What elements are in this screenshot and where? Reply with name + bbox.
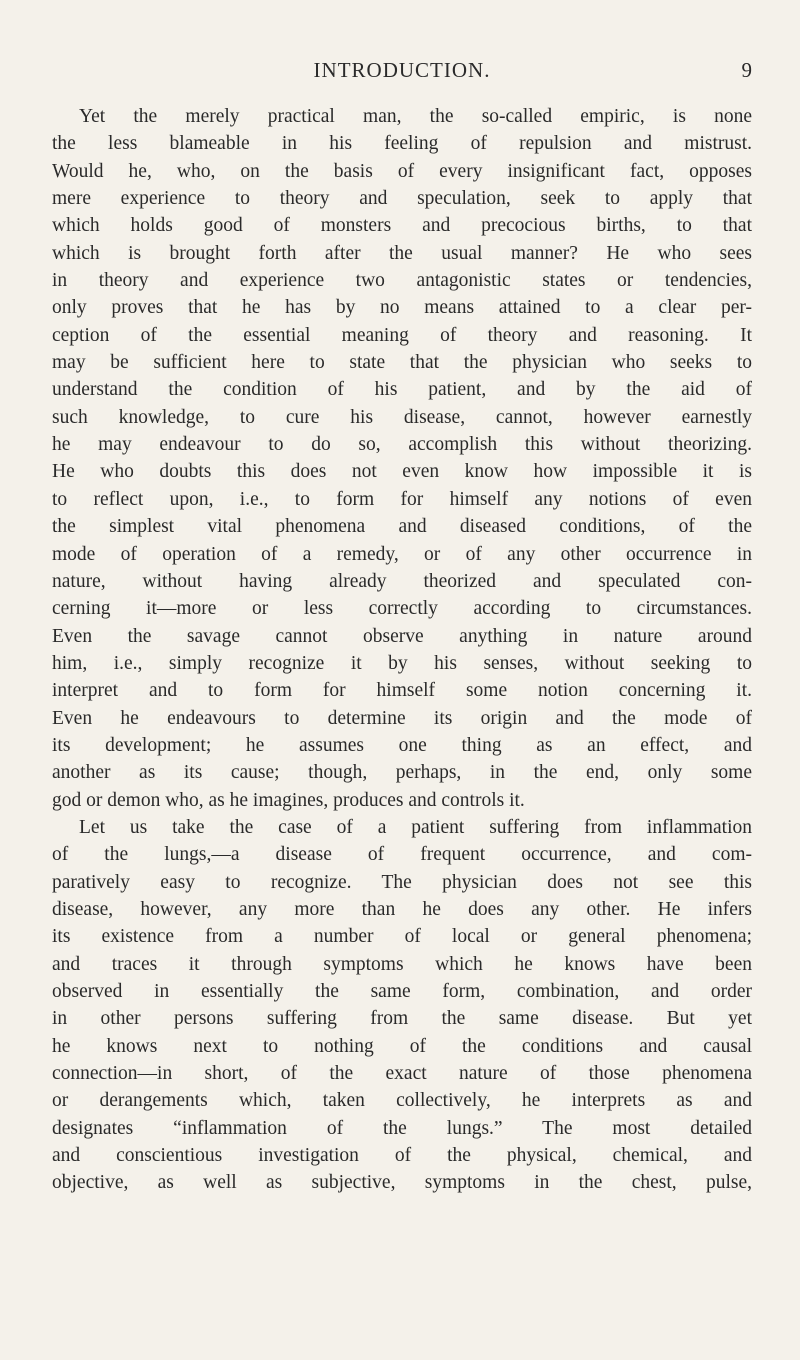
text-line: only proves that he has by no means attained to a clear per- xyxy=(52,297,752,319)
text-line: such knowledge, to cure his disease, cannot, however earnestly xyxy=(52,406,752,428)
text-line: cerning it—more or less correctly according to circumstances. xyxy=(52,598,752,620)
text-line: ception of the essential meaning of theory and reasoning. It xyxy=(52,324,752,346)
text-line: which holds good of monsters and precocious births, to that xyxy=(52,215,752,237)
text-line: him, i.e., simply recognize it by his senses, without seeking to xyxy=(52,652,752,674)
text-line: Even he endeavours to determine its origin and the mode of xyxy=(52,707,752,729)
text-line: of the lungs,—a disease of frequent occurrence, and com- xyxy=(52,844,752,866)
text-line: disease, however, any more than he does any other. He infers xyxy=(52,898,752,920)
text-line: in other persons suffering from the same disease. But yet xyxy=(52,1008,752,1030)
text-line: paratively easy to recognize. The physician does not see this xyxy=(52,871,752,893)
text-line: and traces it through symptoms which he knows have been xyxy=(52,953,752,975)
body-text xyxy=(52,103,752,1197)
text-line: He who doubts this does not even know how impossible it is xyxy=(52,461,752,483)
text-line: the simplest vital phenomena and diseased conditions, of the xyxy=(52,516,752,538)
text-line: its existence from a number of local or general phenomena; xyxy=(52,926,752,948)
text-line: nature, without having already theorized and speculated con- xyxy=(52,570,752,592)
text-line: objective, as well as subjective, symptoms in the chest, pulse, xyxy=(52,1172,752,1194)
text-line: may be sufficient here to state that the physician who seeks to xyxy=(52,352,752,374)
text-line: another as its cause; though, perhaps, in the end, only some xyxy=(52,762,752,784)
text-line: Yet the merely practical man, the so-called empiric, is none xyxy=(79,106,752,127)
text-line: observed in essentially the same form, combination, and order xyxy=(52,981,752,1002)
text-line: connection—in short, of the exact nature of those phenomena xyxy=(52,1063,752,1085)
text-line: Let us take the case of a patient suffering from inflammation xyxy=(79,816,752,838)
text-line: or derangements which, taken collectively, he interprets as and xyxy=(52,1090,752,1112)
text-line: mere experience to theory and speculation, seek to apply that xyxy=(52,188,752,210)
text-line: he knows next to nothing of the conditions and causal xyxy=(52,1035,752,1057)
text-line: to reflect upon, i.e., to form for himself any notions of even xyxy=(52,488,752,510)
text-line: god or demon who, as he imagines, produces and controls it. xyxy=(52,789,525,811)
text-line: understand the condition of his patient, and by the aid of xyxy=(52,379,752,401)
text-line: the less blameable in his feeling of repulsion and mistrust. xyxy=(52,133,752,155)
text-line: which is brought forth after the usual manner? He who sees xyxy=(52,242,752,264)
text-line: and conscientious investigation of the physical, chemical, and xyxy=(52,1145,752,1167)
text-line: its development; he assumes one thing as an effect, and xyxy=(52,734,752,756)
text-line: interpret and to form for himself some notion concerning it. xyxy=(52,680,752,702)
text-line: he may endeavour to do so, accomplish this without theorizing. xyxy=(52,434,752,456)
page-number: 9 xyxy=(741,58,752,82)
running-title: INTRODUCTION. xyxy=(313,58,491,82)
text-line: in theory and experience two antagonistic states or tendencies, xyxy=(52,270,752,292)
text-line: Even the savage cannot observe anything in nature around xyxy=(52,625,752,647)
running-head xyxy=(52,58,752,88)
text-line: mode of operation of a remedy, or of any other occurrence in xyxy=(52,543,752,565)
text-line: Would he, who, on the basis of every insignificant fact, opposes xyxy=(52,160,752,182)
text-line: designates “inflammation of the lungs.” The most detailed xyxy=(52,1117,752,1139)
